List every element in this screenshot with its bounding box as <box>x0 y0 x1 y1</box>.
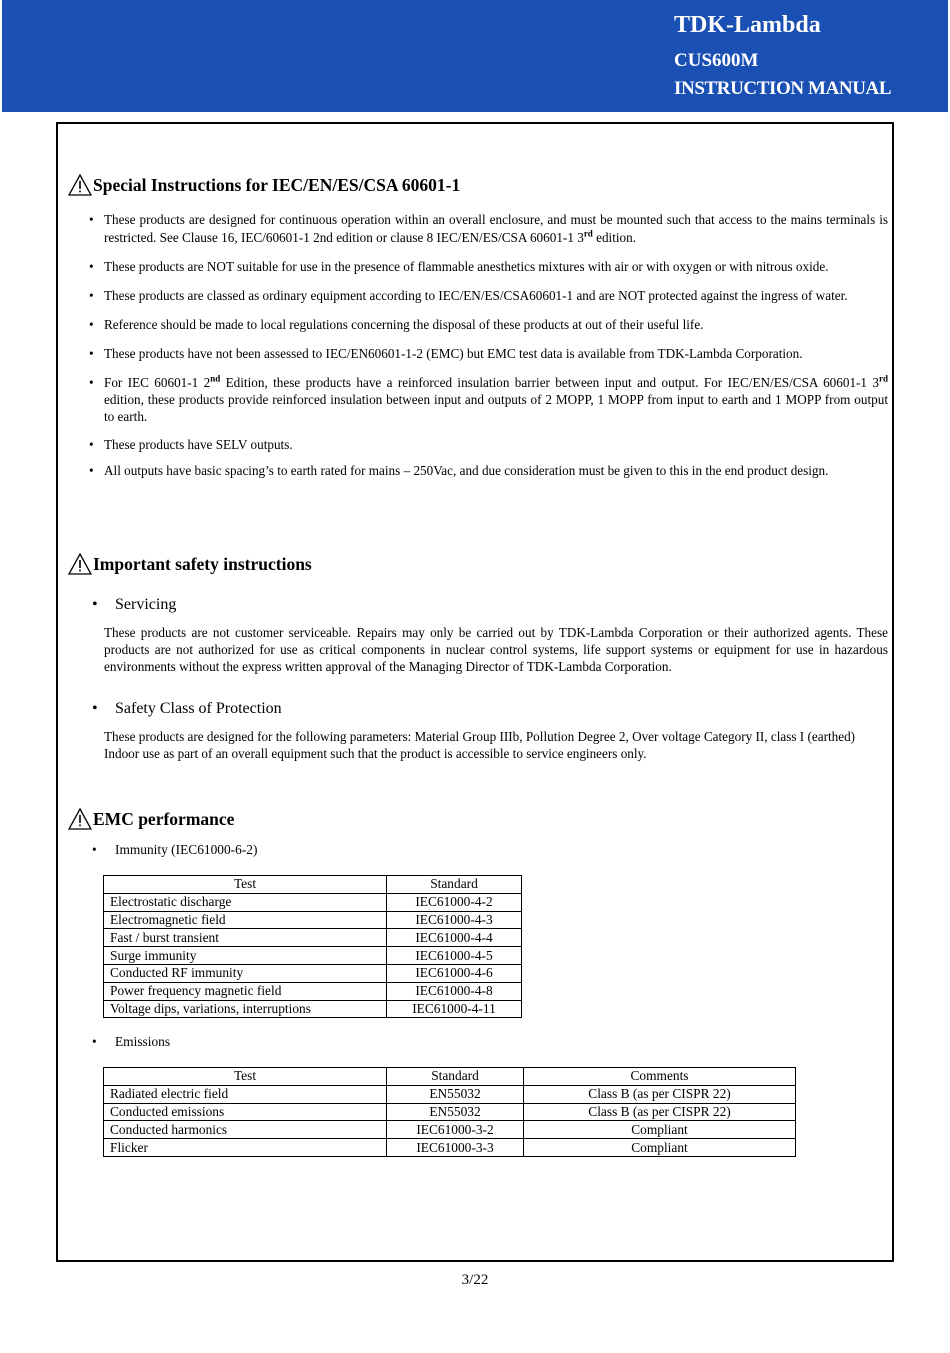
list-item: • These products are classed as ordinary equipment according to IEC/EN/ES/CSA60601-1 and are NOT protected against the ingress of water. <box>88 287 888 305</box>
warning-icon <box>68 553 92 575</box>
table-row: Voltage dips, variations, interruptions IEC61000-4-11 <box>104 1000 522 1018</box>
emissions-label: • Emissions <box>92 1034 171 1049</box>
model-name: CUS600M <box>674 50 759 71</box>
list-item: • All outputs have basic spacing’s to earth rated for mains – 250Vac, and due consideration must be given to this in the end product design. <box>88 462 888 479</box>
table-header: Test <box>104 1068 387 1086</box>
manual-title: INSTRUCTION MANUAL <box>674 78 892 99</box>
safety-title: Important safety instructions <box>93 554 312 574</box>
table-row: Power frequency magnetic field IEC61000-4-8 <box>104 982 522 1000</box>
protection-text: These products are designed for the following parameters: Material Group IIIb, Pollution Degree 2, Over voltage Category II, class I (earthed) Indoor use as part of an overall equipment such that the product is accessible to service engineers only. <box>104 729 856 761</box>
table-header: Standard <box>387 1068 524 1086</box>
list-item: • Reference should be made to local regulations concerning the disposal of these products at out of their useful life. <box>88 316 888 334</box>
servicing-heading: • Servicing <box>92 596 177 613</box>
list-item: • These products are NOT suitable for use in the presence of flammable anesthetics mixtures with air or with oxygen or with nitrous oxide. <box>88 258 888 276</box>
servicing-text: These products are not customer serviceable. Repairs may only be carried out by TDK-Lambda Corporation or their authorized agents. These products are not authorized for use as critical components in nuclear control systems, life support systems or equipment for use in hazardous environments without the express written approval of the Managing Director of TDK-Lambda Corporation. <box>104 625 888 674</box>
emissions-table <box>103 1067 796 1157</box>
table-header-row <box>104 1068 796 1086</box>
header-banner <box>2 0 948 112</box>
special-instructions-heading <box>68 174 460 196</box>
special-instructions-list <box>88 211 888 490</box>
table-row: Conducted emissions EN55032 Class B (as per CISPR 22) <box>104 1103 796 1121</box>
table-header: Standard <box>387 876 522 894</box>
immunity-label: • Immunity (IEC61000-6-2) <box>92 842 258 857</box>
list-item: • These products are designed for continuous operation within an overall enclosure, and must be mounted such that access to the mains terminals is restricted. See Clause 16, IEC/60601-1 2nd edition or clause 8 IEC/EN/ES/CSA 60601-1 3rd edition. <box>88 211 888 247</box>
list-item: • These products have SELV outputs. <box>88 436 888 454</box>
table-header: Comments <box>524 1068 796 1086</box>
brand-name: TDK-Lambda <box>674 12 821 38</box>
warning-icon <box>68 808 92 830</box>
immunity-table <box>103 875 522 1018</box>
protection-heading: • Safety Class of Protection <box>92 700 282 717</box>
table-row: Radiated electric field EN55032 Class B (as per CISPR 22) <box>104 1085 796 1103</box>
table-row: Electromagnetic field IEC61000-4-3 <box>104 911 522 929</box>
table-row: Electrostatic discharge IEC61000-4-2 <box>104 893 522 911</box>
table-row: Flicker IEC61000-3-3 Compliant <box>104 1139 796 1157</box>
warning-icon <box>68 174 92 196</box>
emc-heading <box>68 808 234 830</box>
table-row: Surge immunity IEC61000-4-5 <box>104 947 522 965</box>
list-item: • These products have not been assessed to IEC/EN60601-1-2 (EMC) but EMC test data is available from TDK-Lambda Corporation. <box>88 345 888 363</box>
list-item: • For IEC 60601-1 2nd Edition, these products have a reinforced insulation barrier between input and output. For IEC/EN/ES/CSA 60601-1 3rd edition, these products provide reinforced insulation between input and outputs of 2 MOPP, 1 MOPP from input to earth and 1 MOPP from output to earth. <box>88 374 888 425</box>
page-number: 3/22 <box>461 1272 489 1288</box>
table-row: Conducted harmonics IEC61000-3-2 Compliant <box>104 1121 796 1139</box>
emc-title: EMC performance <box>93 809 235 829</box>
safety-heading <box>68 553 312 575</box>
table-header-row <box>104 876 522 894</box>
table-row: Fast / burst transient IEC61000-4-4 <box>104 929 522 947</box>
table-header: Test <box>104 876 387 894</box>
table-row: Conducted RF immunity IEC61000-4-6 <box>104 964 522 982</box>
special-instructions-title: Special Instructions for IEC/EN/ES/CSA 60601-1 <box>93 175 461 195</box>
